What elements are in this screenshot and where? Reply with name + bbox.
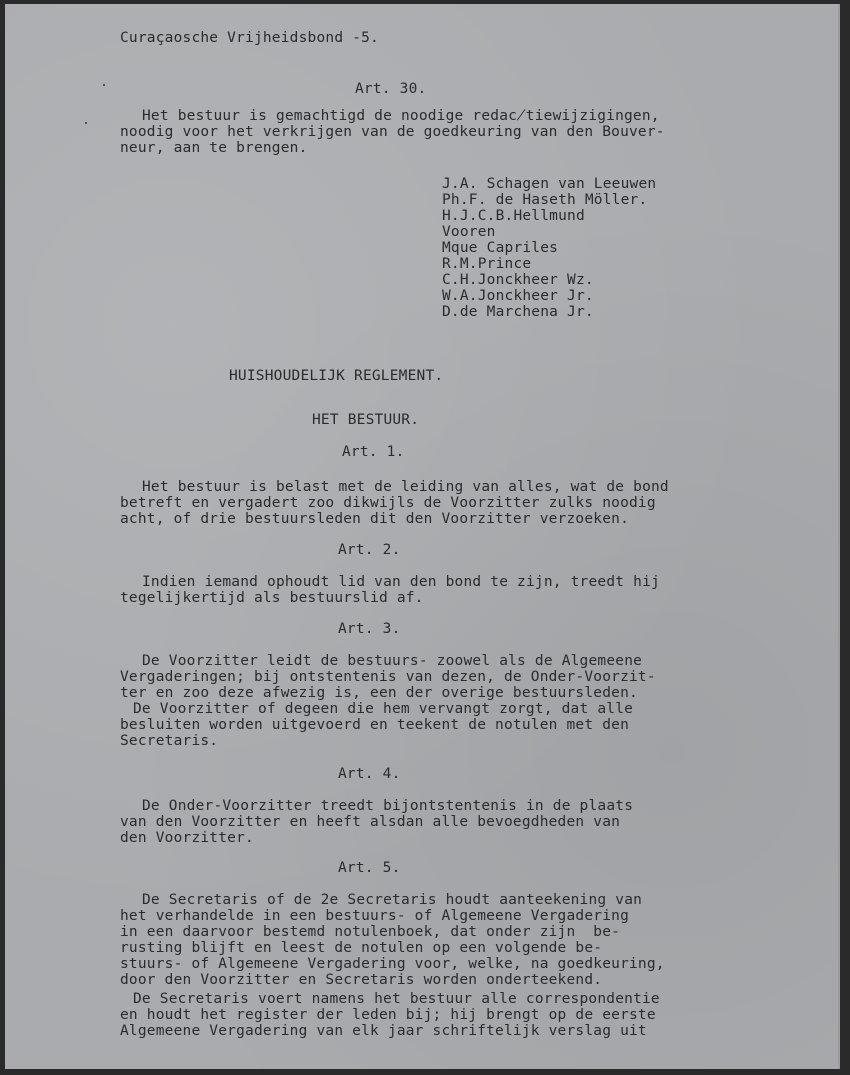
ink-speck — [103, 84, 105, 86]
art1-line-3: acht, of drie bestuursleden dit den Voorzitter verzoeken. — [120, 511, 629, 527]
signatory: W.A.Jonckheer Jr. — [442, 288, 594, 304]
art3-title: Art. 3. — [338, 621, 401, 637]
art30-line-1: Het bestuur is gemachtigd de noodige redac̸tiewijzigingen, — [142, 108, 660, 124]
art5-line-6: door den Voorzitter en Secretaris worden onderteekend. — [120, 972, 603, 988]
art2-line-1: Indien iemand ophoudt lid van den bond te zijn, treedt hij — [142, 574, 660, 590]
art5-line-9: Algemeene Vergadering van elk jaar schriftelijk verslag uit — [120, 1023, 647, 1039]
art2-line-2: tegelijkertijd als bestuurslid af. — [120, 590, 424, 606]
ink-speck — [85, 122, 87, 124]
signatory: C.H.Jonckheer Wz. — [442, 272, 594, 288]
art5-line-5: stuurs- of Algemeene Vergadering voor, welke, na goedkeuring, — [120, 956, 665, 972]
art5-title: Art. 5. — [338, 860, 401, 876]
signatory: R.M.Prince — [442, 256, 532, 272]
art4-line-2: van den Voorzitter en heeft alsdan alle bevoegdheden van — [120, 814, 621, 830]
art4-line-3: den Voorzitter. — [120, 830, 254, 846]
art3-line-3: ter en zoo deze afwezig is, een der overige bestuursleden. — [120, 685, 638, 701]
art3-line-4: De Voorzitter of degeen die hem vervangt zorgt, dat alle — [133, 701, 634, 717]
document-page — [5, 4, 840, 1069]
art5-line-8: en houdt het register der leden bij; hij brengt op de eerste — [120, 1007, 656, 1023]
art4-title: Art. 4. — [338, 766, 401, 782]
art30-line-3: neur, aan te brengen. — [120, 140, 308, 156]
signatory: J.A. Schagen van Leeuwen — [442, 176, 657, 192]
page-header: Curaçaosche Vrijheidsbond -5. — [120, 30, 379, 46]
art30-line-2: noodig voor het verkrijgen van de goedkeuring van den Bouver- — [120, 124, 665, 140]
art5-line-1: De Secretaris of de 2e Secretaris houdt aanteekening van — [142, 892, 643, 908]
art5-line-3: in een daarvoor bestemd notulenboek, dat onder zijn be- — [120, 924, 621, 940]
reglement-title: HUISHOUDELIJK REGLEMENT. — [229, 368, 444, 384]
section-title: HET BESTUUR. — [312, 412, 420, 428]
art5-line-2: het verhandelde in een bestuurs- of Algemeene Vergadering — [120, 908, 629, 924]
signatory: Mque Capriles — [442, 240, 559, 256]
art30-title: Art. 30. — [355, 81, 427, 97]
art3-line-5: besluiten worden uitgevoerd en teekent de notulen met den — [120, 717, 629, 733]
art5-line-7: De Secretaris voert namens het bestuur alle correspondentie — [133, 991, 660, 1007]
art3-line-2: Vergaderingen; bij ontstentenis van dezen, de Onder-Voorzit- — [120, 669, 656, 685]
art2-title: Art. 2. — [338, 542, 401, 558]
art3-line-6: Secretaris. — [120, 733, 219, 749]
art4-line-1: De Onder-Voorzitter treedt bijontstentenis in de plaats — [142, 798, 634, 814]
signatory: Ph.F. de Haseth Möller. — [442, 192, 648, 208]
signatory: H.J.C.B.Hellmund — [442, 208, 585, 224]
art1-line-1: Het bestuur is belast met de leiding van alles, wat de bond — [142, 479, 669, 495]
art1-title: Art. 1. — [342, 444, 405, 460]
signatory: D.de Marchena Jr. — [442, 304, 594, 320]
art3-line-1: De Voorzitter leidt de bestuurs- zoowel als de Algemeene — [142, 653, 643, 669]
art5-line-4: rusting blijft en leest de notulen op een volgende be- — [120, 940, 603, 956]
art1-line-2: betreft en vergadert zoo dikwijls de Voorzitter zulks noodig — [120, 495, 656, 511]
signatory: Vooren — [442, 224, 496, 240]
